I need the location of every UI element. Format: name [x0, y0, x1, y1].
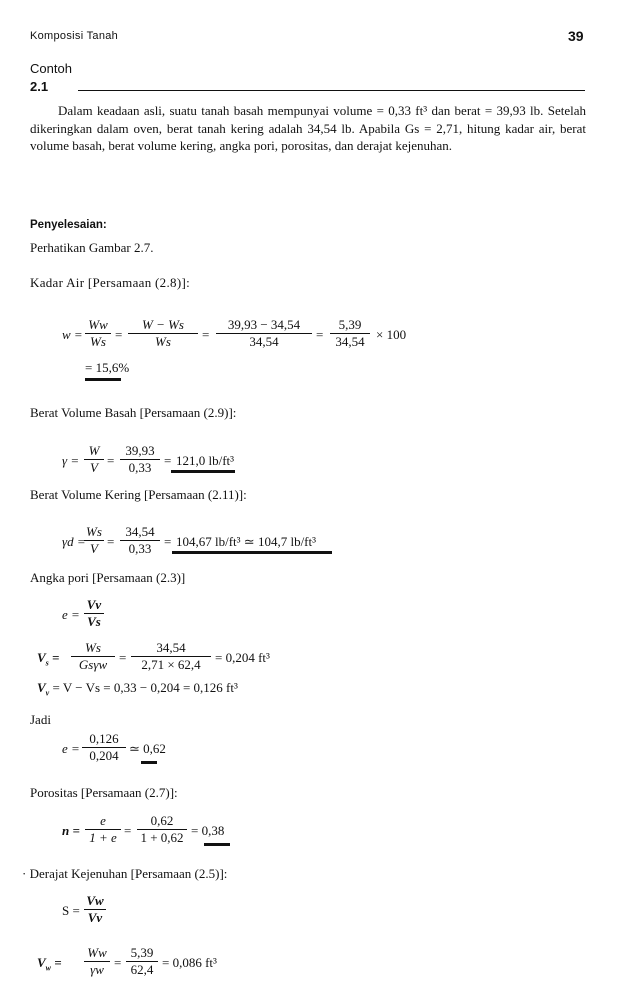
- page-number: 39: [568, 28, 584, 44]
- running-title: Komposisi Tanah: [30, 30, 119, 42]
- vs-fraction-2: $\frac{34,54}{2,71 \times 62,4}$: [131, 641, 211, 672]
- void-ratio-definition: $\frac{Vv}{Vs}$: [84, 598, 104, 629]
- porosity-fraction-2: $\frac{0,62}{1 + 0,62}$: [137, 814, 187, 845]
- example-label: Contoh: [30, 61, 72, 76]
- water-content-times: × 100: [376, 327, 407, 342]
- problem-statement: Dalam keadaan asli, suatu tanah basah mempunyai volume = 0,33 ft³ dan berat = 39,93 lb. Setelah dikeringkan dalam oven, berat tanah kering adalah 34,54 lb. Apabila Gs = 2,71, hitung kadar air, berat volume basah, berat volume kering, angka pori, porositas, dan derajat kejenuhan.: [30, 103, 586, 153]
- wet-unit-weight-result: 121,0 lb/ft³: [176, 453, 235, 468]
- void-ratio-title: Angka pori [Persamaan (2.3)]: [30, 570, 186, 585]
- water-content-result-underline: [85, 378, 121, 381]
- water-content-title: Kadar Air [Persamaan (2.8)]:: [30, 275, 191, 290]
- water-content-result: = 15,6%: [85, 360, 130, 375]
- void-ratio-result-underline: [141, 761, 157, 764]
- jadi-label: Jadi: [30, 712, 51, 727]
- wet-unit-weight-lhs: γ =: [62, 453, 80, 468]
- water-content-lhs: w =: [62, 327, 83, 342]
- wet-unit-weight-result-underline: [171, 470, 235, 473]
- example-number: 2.1: [30, 79, 49, 94]
- vs-lhs: $V_s$ =: [37, 650, 60, 668]
- porosity-result: = 0,38: [191, 823, 225, 838]
- wet-unit-weight-title: Berat Volume Basah [Persamaan (2.9)]:: [30, 405, 237, 420]
- wet-unit-weight-fraction-1: $\frac{W}{V}$: [84, 444, 104, 475]
- vw-fraction-1: $\frac{Ww}{\gamma w}$: [84, 946, 110, 977]
- vv-line: $V_v = V - Vs = 0,33 - 0,204 = 0,126$ ft³: [37, 680, 238, 698]
- vs-result: = 0,204 ft³: [215, 650, 270, 665]
- porosity-lhs: n =: [62, 823, 80, 838]
- void-ratio-fraction: $\frac{0,126}{0,204}$: [82, 732, 126, 763]
- solution-intro: Perhatikan Gambar 2.7.: [30, 240, 154, 255]
- porosity-title: Porositas [Persamaan (2.7)]:: [30, 785, 178, 800]
- porosity-result-underline: [204, 843, 230, 846]
- void-ratio-e-lhs: e =: [62, 607, 80, 622]
- water-content-fraction-4: $\frac{5,39}{34,54}$: [330, 318, 370, 349]
- dry-unit-weight-result: 104,67 lb/ft³ ≃ 104,7 lb/ft³: [176, 534, 317, 549]
- void-ratio-final-lhs: e =: [62, 741, 80, 756]
- wet-unit-weight-fraction-2: $\frac{39,93}{0,33}$: [120, 444, 160, 475]
- vw-fraction-2: $\frac{5,39}{62,4}$: [126, 946, 158, 977]
- void-ratio-result: ≃ 0,62: [129, 741, 166, 756]
- vs-fraction-1: Ws Gsγw: [71, 641, 115, 672]
- dry-unit-weight-title: Berat Volume Kering [Persamaan (2.11)]:: [30, 487, 247, 502]
- water-content-fraction-2: $\frac{W - Ws}{Ws}$: [128, 318, 198, 349]
- saturation-title: · Derajat Kejenuhan [Persamaan (2.5)]:: [22, 866, 228, 881]
- dry-unit-weight-lhs: γd =: [62, 534, 86, 549]
- dry-unit-weight-fraction-2: $\frac{34,54}{0,33}$: [120, 525, 160, 556]
- vw-lhs: $V_w$ =: [37, 955, 62, 973]
- solution-heading: Penyelesaian:: [30, 219, 107, 231]
- dry-unit-weight-result-underline: [172, 551, 332, 554]
- porosity-fraction-1: $\frac{e}{1 + e}$: [85, 814, 121, 845]
- example-rule: [78, 90, 585, 91]
- water-content-fraction-3: $\frac{39,93 - 34,54}{34,54}$: [216, 318, 312, 349]
- saturation-fraction: $\frac{Vw}{Vv}$: [84, 894, 106, 925]
- vw-result: = 0,086 ft³: [162, 955, 217, 970]
- saturation-lhs: S =: [62, 903, 80, 918]
- water-content-fraction-1: $\frac{Ww}{Ws}$: [85, 318, 111, 349]
- dry-unit-weight-fraction-1: $\frac{Ws}{V}$: [84, 525, 104, 556]
